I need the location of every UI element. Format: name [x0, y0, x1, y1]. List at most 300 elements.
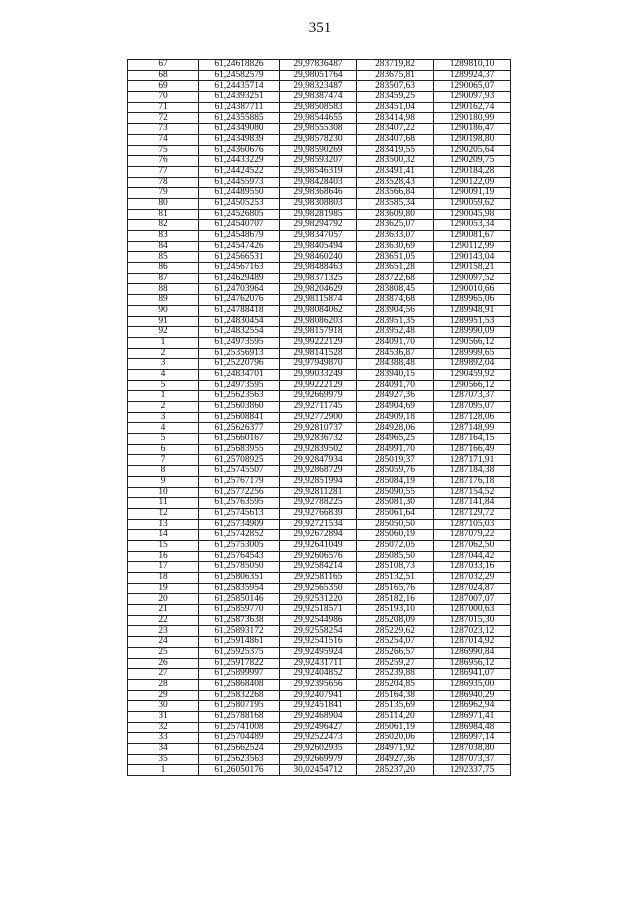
point-number-cell: 16: [128, 551, 199, 562]
longitude-cell: 29,98141528: [280, 348, 357, 359]
point-number-cell: 25: [128, 647, 199, 658]
longitude-cell: 29,92766839: [280, 508, 357, 519]
y-coordinate-cell: 1287033,16: [434, 562, 511, 573]
table-row: [128, 316, 511, 327]
y-coordinate-cell: 1286971,41: [434, 711, 511, 722]
table-row: [128, 380, 511, 391]
table-row: [128, 701, 511, 712]
table-row: [128, 498, 511, 509]
longitude-cell: 29,92584214: [280, 562, 357, 573]
latitude-cell: 61,24387711: [199, 102, 280, 113]
latitude-cell: 61,24830454: [199, 316, 280, 327]
longitude-cell: 29,92581165: [280, 573, 357, 584]
table-row: [128, 198, 511, 209]
longitude-cell: 29,98086203: [280, 316, 357, 327]
x-coordinate-cell: 285061,19: [357, 722, 434, 733]
table-row: [128, 327, 511, 338]
x-coordinate-cell: 283874,68: [357, 295, 434, 306]
y-coordinate-cell: 1289990,09: [434, 327, 511, 338]
point-number-cell: 68: [128, 70, 199, 81]
y-coordinate-cell: 1290059,62: [434, 198, 511, 209]
point-number-cell: 5: [128, 434, 199, 445]
point-number-cell: 81: [128, 209, 199, 220]
longitude-cell: 29,92868729: [280, 466, 357, 477]
y-coordinate-cell: 1287095,07: [434, 402, 511, 413]
longitude-cell: 29,98281985: [280, 209, 357, 220]
y-coordinate-cell: 1287015,30: [434, 615, 511, 626]
y-coordinate-cell: 1289892,04: [434, 359, 511, 370]
point-number-cell: 89: [128, 295, 199, 306]
x-coordinate-cell: 283722,68: [357, 273, 434, 284]
longitude-cell: 29,98578230: [280, 134, 357, 145]
point-number-cell: 4: [128, 369, 199, 380]
longitude-cell: 29,98371325: [280, 273, 357, 284]
point-number-cell: 72: [128, 113, 199, 124]
longitude-cell: 29,98294792: [280, 220, 357, 231]
table-row: [128, 60, 511, 71]
latitude-cell: 61,24618826: [199, 60, 280, 71]
longitude-cell: 29,97949870: [280, 359, 357, 370]
longitude-cell: 29,98084062: [280, 305, 357, 316]
x-coordinate-cell: 285085,50: [357, 551, 434, 562]
latitude-cell: 61,24973595: [199, 337, 280, 348]
point-number-cell: 79: [128, 188, 199, 199]
x-coordinate-cell: 285072,05: [357, 540, 434, 551]
table-row: [128, 508, 511, 519]
point-number-cell: 22: [128, 615, 199, 626]
latitude-cell: 61,24360676: [199, 145, 280, 156]
latitude-cell: 61,25764543: [199, 551, 280, 562]
x-coordinate-cell: 285254,07: [357, 637, 434, 648]
latitude-cell: 61,25356913: [199, 348, 280, 359]
point-number-cell: 15: [128, 540, 199, 551]
point-number-cell: 1: [128, 765, 199, 776]
table-row: [128, 92, 511, 103]
y-coordinate-cell: 1287141,84: [434, 498, 511, 509]
x-coordinate-cell: 284991,70: [357, 444, 434, 455]
latitude-cell: 61,24548679: [199, 231, 280, 242]
point-number-cell: 92: [128, 327, 199, 338]
x-coordinate-cell: 283808,45: [357, 284, 434, 295]
x-coordinate-cell: 284904,69: [357, 402, 434, 413]
latitude-cell: 61,26050176: [199, 765, 280, 776]
latitude-cell: 61,24832554: [199, 327, 280, 338]
longitude-cell: 29,92641049: [280, 540, 357, 551]
y-coordinate-cell: 1290053,34: [434, 220, 511, 231]
y-coordinate-cell: 1287032,29: [434, 573, 511, 584]
x-coordinate-cell: 283491,41: [357, 166, 434, 177]
x-coordinate-cell: 285239,88: [357, 669, 434, 680]
latitude-cell: 61,25788168: [199, 711, 280, 722]
x-coordinate-cell: 285114,20: [357, 711, 434, 722]
table-row: [128, 220, 511, 231]
point-number-cell: 6: [128, 444, 199, 455]
table-row: [128, 690, 511, 701]
x-coordinate-cell: 285208,09: [357, 615, 434, 626]
y-coordinate-cell: 1286997,14: [434, 733, 511, 744]
point-number-cell: 91: [128, 316, 199, 327]
table-row: [128, 615, 511, 626]
y-coordinate-cell: 1287129,72: [434, 508, 511, 519]
point-number-cell: 70: [128, 92, 199, 103]
y-coordinate-cell: 1290097,93: [434, 92, 511, 103]
table-row: [128, 359, 511, 370]
point-number-cell: 80: [128, 198, 199, 209]
y-coordinate-cell: 1287073,37: [434, 754, 511, 765]
table-row: [128, 733, 511, 744]
x-coordinate-cell: 283951,35: [357, 316, 434, 327]
x-coordinate-cell: 285059,76: [357, 466, 434, 477]
latitude-cell: 61,25753005: [199, 540, 280, 551]
point-number-cell: 83: [128, 231, 199, 242]
table-row: [128, 583, 511, 594]
x-coordinate-cell: 284927,36: [357, 754, 434, 765]
y-coordinate-cell: 1287024,87: [434, 583, 511, 594]
y-coordinate-cell: 1289999,65: [434, 348, 511, 359]
longitude-cell: 29,98405494: [280, 241, 357, 252]
longitude-cell: 29,92544986: [280, 615, 357, 626]
point-number-cell: 18: [128, 573, 199, 584]
x-coordinate-cell: 283566,84: [357, 188, 434, 199]
x-coordinate-cell: 285019,37: [357, 455, 434, 466]
latitude-cell: 61,25868408: [199, 679, 280, 690]
x-coordinate-cell: 285132,51: [357, 573, 434, 584]
longitude-cell: 29,92468904: [280, 711, 357, 722]
point-number-cell: 30: [128, 701, 199, 712]
point-number-cell: 69: [128, 81, 199, 92]
latitude-cell: 61,24435714: [199, 81, 280, 92]
y-coordinate-cell: 1290112,99: [434, 241, 511, 252]
longitude-cell: 29,92669979: [280, 391, 357, 402]
longitude-cell: 29,92522473: [280, 733, 357, 744]
longitude-cell: 29,98428403: [280, 177, 357, 188]
longitude-cell: 29,98115874: [280, 295, 357, 306]
x-coordinate-cell: 284965,25: [357, 434, 434, 445]
point-number-cell: 29: [128, 690, 199, 701]
table-row: [128, 765, 511, 776]
longitude-cell: 29,92672894: [280, 530, 357, 541]
point-number-cell: 8: [128, 466, 199, 477]
longitude-cell: 29,92721534: [280, 519, 357, 530]
latitude-cell: 61,25807195: [199, 701, 280, 712]
table-row: [128, 744, 511, 755]
y-coordinate-cell: 1287154,52: [434, 487, 511, 498]
latitude-cell: 61,24566531: [199, 252, 280, 263]
y-coordinate-cell: 1290097,52: [434, 273, 511, 284]
latitude-cell: 61,25660167: [199, 434, 280, 445]
y-coordinate-cell: 1287184,38: [434, 466, 511, 477]
point-number-cell: 77: [128, 166, 199, 177]
x-coordinate-cell: 284091,70: [357, 337, 434, 348]
y-coordinate-cell: 1290459,92: [434, 369, 511, 380]
point-number-cell: 88: [128, 284, 199, 295]
longitude-cell: 29,92810737: [280, 423, 357, 434]
table-row: [128, 573, 511, 584]
longitude-cell: 29,98387474: [280, 92, 357, 103]
table-row: [128, 562, 511, 573]
longitude-cell: 29,98308803: [280, 198, 357, 209]
longitude-cell: 29,92395656: [280, 679, 357, 690]
table-row: [128, 188, 511, 199]
table-row: [128, 679, 511, 690]
longitude-cell: 29,99222129: [280, 337, 357, 348]
y-coordinate-cell: 1287171,91: [434, 455, 511, 466]
latitude-cell: 61,25745507: [199, 466, 280, 477]
point-number-cell: 1: [128, 391, 199, 402]
x-coordinate-cell: 285108,73: [357, 562, 434, 573]
point-number-cell: 19: [128, 583, 199, 594]
table-row: [128, 540, 511, 551]
latitude-cell: 61,25873638: [199, 615, 280, 626]
latitude-cell: 61,24349839: [199, 134, 280, 145]
longitude-cell: 29,92839502: [280, 444, 357, 455]
point-number-cell: 14: [128, 530, 199, 541]
y-coordinate-cell: 1287079,22: [434, 530, 511, 541]
x-coordinate-cell: 284928,06: [357, 423, 434, 434]
point-number-cell: 3: [128, 412, 199, 423]
x-coordinate-cell: 285259,27: [357, 658, 434, 669]
y-coordinate-cell: 1290162,74: [434, 102, 511, 113]
longitude-cell: 29,97836487: [280, 60, 357, 71]
latitude-cell: 61,25835954: [199, 583, 280, 594]
table-row: [128, 551, 511, 562]
table-row: [128, 647, 511, 658]
point-number-cell: 67: [128, 60, 199, 71]
x-coordinate-cell: 285060,19: [357, 530, 434, 541]
table-row: [128, 241, 511, 252]
latitude-cell: 61,25925375: [199, 647, 280, 658]
longitude-cell: 29,92451841: [280, 701, 357, 712]
y-coordinate-cell: 1287166,49: [434, 444, 511, 455]
x-coordinate-cell: 283625,07: [357, 220, 434, 231]
point-number-cell: 28: [128, 679, 199, 690]
latitude-cell: 61,24762076: [199, 295, 280, 306]
longitude-cell: 29,98508583: [280, 102, 357, 113]
y-coordinate-cell: 1286956,12: [434, 658, 511, 669]
y-coordinate-cell: 1286935,00: [434, 679, 511, 690]
y-coordinate-cell: 1287148,99: [434, 423, 511, 434]
longitude-cell: 29,92404852: [280, 669, 357, 680]
point-number-cell: 32: [128, 722, 199, 733]
x-coordinate-cell: 283419,55: [357, 145, 434, 156]
latitude-cell: 61,25623563: [199, 391, 280, 402]
latitude-cell: 61,24526805: [199, 209, 280, 220]
point-number-cell: 1: [128, 337, 199, 348]
y-coordinate-cell: 1290566,12: [434, 380, 511, 391]
y-coordinate-cell: 1290205,64: [434, 145, 511, 156]
x-coordinate-cell: 283407,22: [357, 124, 434, 135]
point-number-cell: 35: [128, 754, 199, 765]
x-coordinate-cell: 283940,15: [357, 369, 434, 380]
y-coordinate-cell: 1290081,67: [434, 231, 511, 242]
x-coordinate-cell: 285229,62: [357, 626, 434, 637]
longitude-cell: 29,98347057: [280, 231, 357, 242]
y-coordinate-cell: 1287176,18: [434, 476, 511, 487]
point-number-cell: 82: [128, 220, 199, 231]
latitude-cell: 61,24393251: [199, 92, 280, 103]
y-coordinate-cell: 1290186,47: [434, 124, 511, 135]
point-number-cell: 73: [128, 124, 199, 135]
table-row: [128, 263, 511, 274]
longitude-cell: 29,98157918: [280, 327, 357, 338]
latitude-cell: 61,25763595: [199, 498, 280, 509]
latitude-cell: 61,25859770: [199, 605, 280, 616]
point-number-cell: 13: [128, 519, 199, 530]
table-row: [128, 337, 511, 348]
table-row: [128, 295, 511, 306]
table-row: [128, 134, 511, 145]
y-coordinate-cell: 1292337,75: [434, 765, 511, 776]
latitude-cell: 61,25734909: [199, 519, 280, 530]
x-coordinate-cell: 285266,57: [357, 647, 434, 658]
table-row: [128, 711, 511, 722]
table-row: [128, 444, 511, 455]
y-coordinate-cell: 1286962,94: [434, 701, 511, 712]
latitude-cell: 61,25704489: [199, 733, 280, 744]
latitude-cell: 61,24540707: [199, 220, 280, 231]
x-coordinate-cell: 283528,43: [357, 177, 434, 188]
table-row: [128, 305, 511, 316]
table-row: [128, 519, 511, 530]
latitude-cell: 61,24629489: [199, 273, 280, 284]
longitude-cell: 29,98051764: [280, 70, 357, 81]
table-row: [128, 402, 511, 413]
y-coordinate-cell: 1287073,37: [434, 391, 511, 402]
table-row: [128, 252, 511, 263]
x-coordinate-cell: 283952,48: [357, 327, 434, 338]
point-number-cell: 2: [128, 402, 199, 413]
coordinates-table: [127, 59, 511, 776]
x-coordinate-cell: 284388,48: [357, 359, 434, 370]
latitude-cell: 61,24433229: [199, 156, 280, 167]
point-number-cell: 23: [128, 626, 199, 637]
table-row: [128, 145, 511, 156]
x-coordinate-cell: 283414,98: [357, 113, 434, 124]
table-row: [128, 594, 511, 605]
longitude-cell: 29,92431711: [280, 658, 357, 669]
point-number-cell: 76: [128, 156, 199, 167]
x-coordinate-cell: 285050,50: [357, 519, 434, 530]
longitude-cell: 29,99222129: [280, 380, 357, 391]
latitude-cell: 61,24973595: [199, 380, 280, 391]
longitude-cell: 29,92541516: [280, 637, 357, 648]
y-coordinate-cell: 1289924,37: [434, 70, 511, 81]
y-coordinate-cell: 1290180,99: [434, 113, 511, 124]
table-row: [128, 231, 511, 242]
table-row: [128, 434, 511, 445]
longitude-cell: 29,92811281: [280, 487, 357, 498]
table-row: [128, 166, 511, 177]
table-row: [128, 113, 511, 124]
point-number-cell: 4: [128, 423, 199, 434]
longitude-cell: 29,99033249: [280, 369, 357, 380]
table-row: [128, 722, 511, 733]
longitude-cell: 30,02454712: [280, 765, 357, 776]
latitude-cell: 61,24582579: [199, 70, 280, 81]
x-coordinate-cell: 285020,06: [357, 733, 434, 744]
table-row: [128, 391, 511, 402]
latitude-cell: 61,25893172: [199, 626, 280, 637]
point-number-cell: 20: [128, 594, 199, 605]
latitude-cell: 61,25914861: [199, 637, 280, 648]
latitude-cell: 61,24834701: [199, 369, 280, 380]
table-row: [128, 605, 511, 616]
longitude-cell: 29,92531220: [280, 594, 357, 605]
latitude-cell: 61,25772256: [199, 487, 280, 498]
longitude-cell: 29,92836732: [280, 434, 357, 445]
y-coordinate-cell: 1287038,80: [434, 744, 511, 755]
point-number-cell: 10: [128, 487, 199, 498]
latitude-cell: 61,25220796: [199, 359, 280, 370]
point-number-cell: 17: [128, 562, 199, 573]
x-coordinate-cell: 283675,81: [357, 70, 434, 81]
table-row: [128, 369, 511, 380]
y-coordinate-cell: 1290158,21: [434, 263, 511, 274]
x-coordinate-cell: 283633,07: [357, 231, 434, 242]
y-coordinate-cell: 1286940,29: [434, 690, 511, 701]
point-number-cell: 87: [128, 273, 199, 284]
latitude-cell: 61,25832268: [199, 690, 280, 701]
longitude-cell: 29,98593207: [280, 156, 357, 167]
point-number-cell: 71: [128, 102, 199, 113]
latitude-cell: 61,24567163: [199, 263, 280, 274]
table-row: [128, 209, 511, 220]
point-number-cell: 7: [128, 455, 199, 466]
latitude-cell: 61,24505253: [199, 198, 280, 209]
y-coordinate-cell: 1287023,12: [434, 626, 511, 637]
x-coordinate-cell: 283719,82: [357, 60, 434, 71]
latitude-cell: 61,24355885: [199, 113, 280, 124]
table-row: [128, 124, 511, 135]
x-coordinate-cell: 283459,25: [357, 92, 434, 103]
latitude-cell: 61,25683955: [199, 444, 280, 455]
x-coordinate-cell: 283904,56: [357, 305, 434, 316]
table-row: [128, 455, 511, 466]
point-number-cell: 24: [128, 637, 199, 648]
longitude-cell: 29,92602935: [280, 744, 357, 755]
longitude-cell: 29,98544655: [280, 113, 357, 124]
x-coordinate-cell: 283630,69: [357, 241, 434, 252]
longitude-cell: 29,92496427: [280, 722, 357, 733]
table-row: [128, 487, 511, 498]
y-coordinate-cell: 1286984,48: [434, 722, 511, 733]
point-number-cell: 31: [128, 711, 199, 722]
table-row: [128, 412, 511, 423]
latitude-cell: 61,25917822: [199, 658, 280, 669]
point-number-cell: 33: [128, 733, 199, 744]
latitude-cell: 61,25741008: [199, 722, 280, 733]
table-row: [128, 177, 511, 188]
longitude-cell: 29,92495924: [280, 647, 357, 658]
y-coordinate-cell: 1286990,84: [434, 647, 511, 658]
x-coordinate-cell: 285135,69: [357, 701, 434, 712]
latitude-cell: 61,25603860: [199, 402, 280, 413]
longitude-cell: 29,92847934: [280, 455, 357, 466]
y-coordinate-cell: 1287105,03: [434, 519, 511, 530]
table-row: [128, 637, 511, 648]
latitude-cell: 61,24788418: [199, 305, 280, 316]
x-coordinate-cell: 285182,16: [357, 594, 434, 605]
latitude-cell: 61,25708925: [199, 455, 280, 466]
longitude-cell: 29,92518571: [280, 605, 357, 616]
x-coordinate-cell: 283609,80: [357, 209, 434, 220]
longitude-cell: 29,98460240: [280, 252, 357, 263]
point-number-cell: 12: [128, 508, 199, 519]
point-number-cell: 90: [128, 305, 199, 316]
latitude-cell: 61,24424522: [199, 166, 280, 177]
longitude-cell: 29,98368646: [280, 188, 357, 199]
y-coordinate-cell: 1287062,50: [434, 540, 511, 551]
